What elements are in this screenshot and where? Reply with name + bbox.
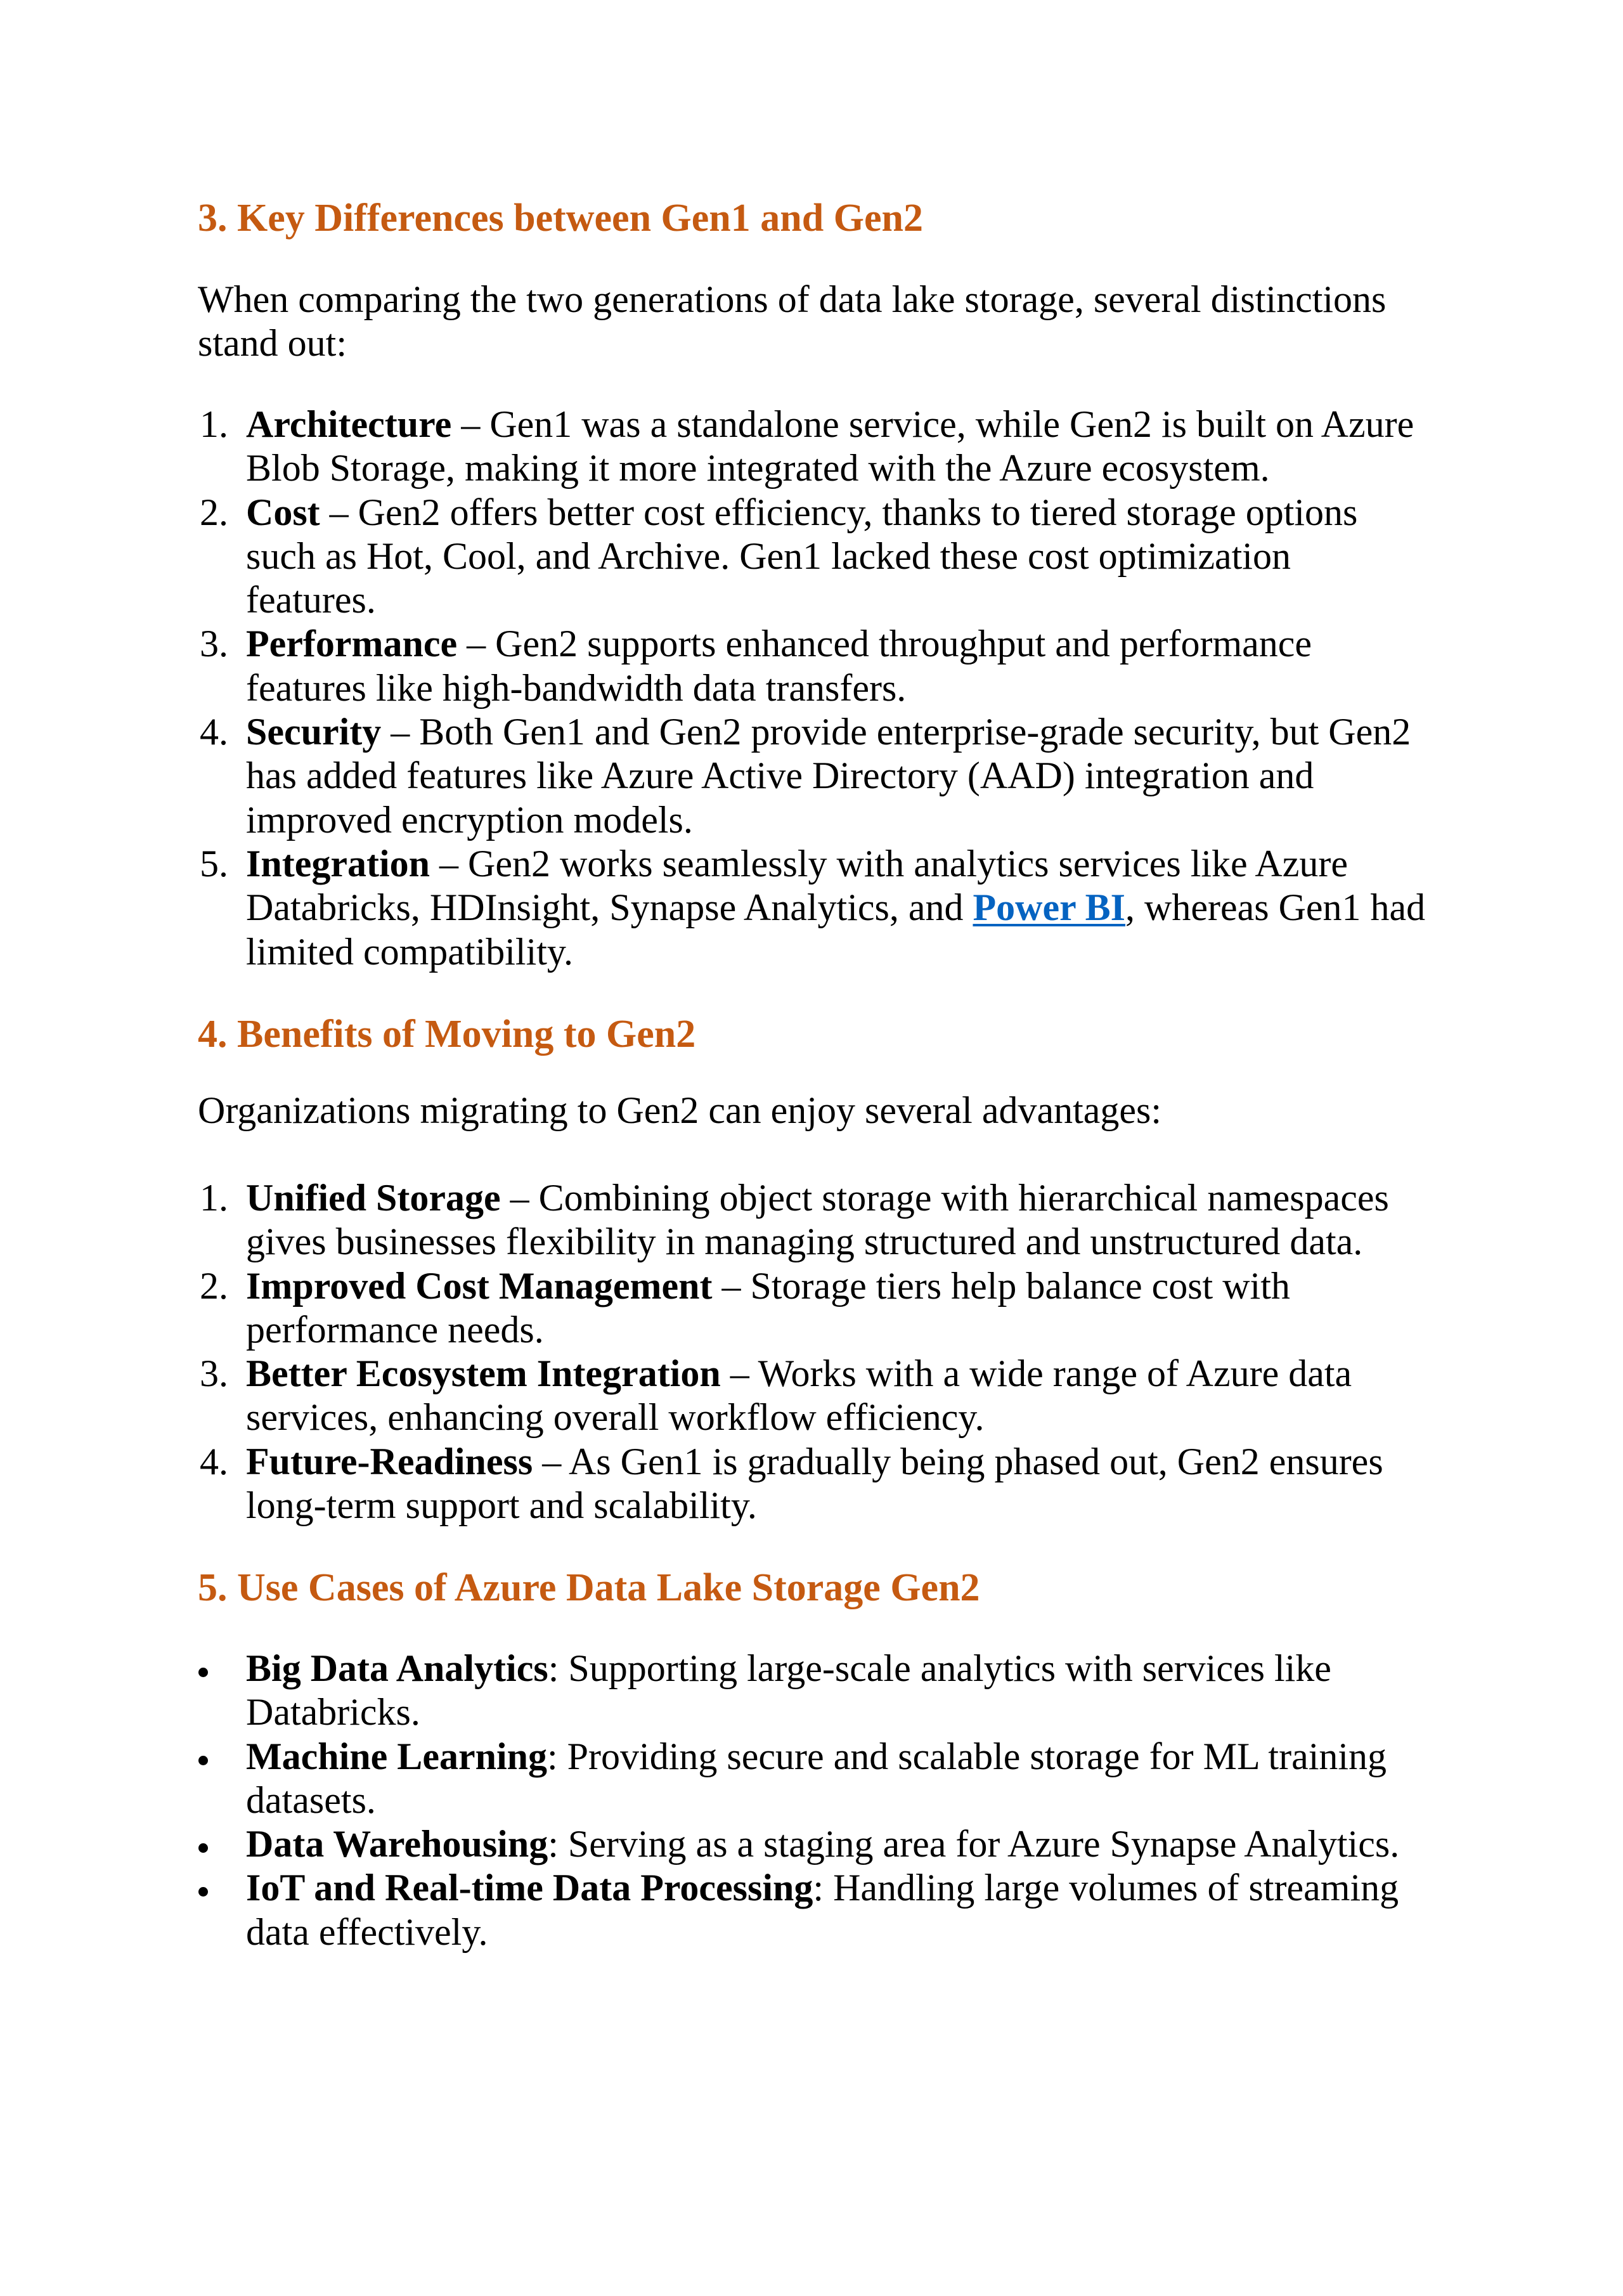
list-item-cost-management — [198, 1264, 1428, 1352]
list-item-data-warehousing — [198, 1822, 1428, 1866]
item-separator: : — [813, 1867, 834, 1909]
item-separator: – — [720, 1352, 758, 1395]
item-separator: – — [320, 491, 358, 533]
bullet-icon — [198, 1668, 208, 1677]
item-term: Architecture — [246, 403, 452, 445]
item-text: Supporting large-scale analytics with services like Databricks. — [246, 1647, 1331, 1734]
item-term: Data Warehousing — [246, 1823, 548, 1865]
list-item-unified-storage — [198, 1176, 1428, 1264]
item-text: Works with a wide range of Azure data services, enhancing overall workflow efficiency. — [246, 1352, 1352, 1439]
section-4-heading: 4. Benefits of Moving to Gen2 — [198, 1013, 696, 1056]
item-text: Handling large volumes of streaming data effectively. — [246, 1867, 1399, 1953]
list-number: 1. — [200, 403, 228, 445]
list-item-big-data-analytics — [198, 1647, 1428, 1735]
list-item-architecture — [198, 403, 1428, 491]
section-3-list — [198, 403, 1428, 974]
item-separator: – — [533, 1440, 569, 1482]
list-item-cost — [198, 491, 1428, 623]
list-number: 2. — [200, 1264, 228, 1307]
item-term: Future-Readiness — [246, 1440, 533, 1482]
item-text: Gen2 supports enhanced throughput and performance features like high-bandwidth data transfers. — [246, 623, 1312, 709]
item-term: IoT and Real-time Data Processing — [246, 1867, 813, 1909]
section-4-list — [198, 1176, 1428, 1527]
item-text-after-link: , whereas Gen1 had limited compatibility. — [246, 886, 1426, 973]
item-text: Serving as a staging area for Azure Synapse Analytics. — [567, 1823, 1400, 1865]
list-number: 5. — [200, 842, 228, 885]
item-text: Gen2 offers better cost efficiency, thanks to tiered storage options such as Hot, Cool, and Archive. Gen1 lacked these cost optimization features. — [246, 491, 1358, 621]
item-separator: : — [547, 1735, 567, 1777]
item-text: Storage tiers help balance cost with performance needs. — [246, 1264, 1290, 1351]
item-text: Providing secure and scalable storage for ML training datasets. — [246, 1735, 1387, 1821]
list-number: 3. — [200, 1352, 228, 1395]
list-number: 4. — [200, 1440, 228, 1482]
section-4-intro: Organizations migrating to Gen2 can enjoy several advantages: — [198, 1089, 1162, 1131]
list-item-future-readiness — [198, 1440, 1428, 1528]
item-term: Big Data Analytics — [246, 1647, 548, 1689]
bullet-icon — [198, 1756, 208, 1765]
list-item-security — [198, 710, 1428, 842]
list-item-ecosystem-integration — [198, 1352, 1428, 1440]
section-5-heading: 5. Use Cases of Azure Data Lake Storage Gen2 — [198, 1566, 980, 1609]
item-separator: : — [548, 1823, 568, 1865]
item-text: Combining object storage with hierarchical namespaces gives businesses flexibility in managing structured and unstructured data. — [246, 1177, 1389, 1263]
item-separator: – — [429, 842, 468, 885]
item-text: Both Gen1 and Gen2 provide enterprise-grade security, but Gen2 has added features like Azure Active Directory (AAD) integration and improved encryption models. — [246, 711, 1411, 841]
item-separator: – — [712, 1264, 751, 1307]
section-3-intro: When comparing the two generations of data lake storage, several distinctions stand out: — [198, 278, 1387, 365]
item-term: Security — [246, 711, 382, 753]
item-separator: : — [548, 1647, 569, 1689]
bullet-icon — [198, 1843, 208, 1853]
list-item-iot-realtime — [198, 1866, 1428, 1954]
item-term: Cost — [246, 491, 320, 533]
item-term: Unified Storage — [246, 1177, 501, 1219]
item-separator: – — [451, 403, 490, 445]
list-number: 2. — [200, 491, 228, 533]
item-text-before-link: Gen2 works seamlessly with analytics services like Azure Databricks, HDInsight, Synapse Analytics, and — [246, 842, 1348, 929]
item-text: As Gen1 is gradually being phased out, Gen2 ensures long-term support and scalability. — [246, 1440, 1383, 1527]
item-separator: – — [500, 1177, 539, 1219]
item-term: Integration — [246, 842, 430, 885]
power-bi-link[interactable]: Power BI — [973, 886, 1126, 929]
list-number: 4. — [200, 711, 228, 753]
list-item-machine-learning — [198, 1735, 1428, 1823]
list-number: 1. — [200, 1177, 228, 1219]
section-3-heading: 3. Key Differences between Gen1 and Gen2 — [198, 197, 923, 240]
list-number: 3. — [200, 623, 228, 665]
list-item-performance — [198, 622, 1428, 710]
list-item-integration — [198, 842, 1428, 974]
item-separator: – — [457, 623, 496, 665]
item-separator: – — [381, 711, 420, 753]
item-term: Improved Cost Management — [246, 1264, 713, 1307]
bullet-icon — [198, 1887, 208, 1897]
item-term: Better Ecosystem Integration — [246, 1352, 721, 1395]
section-5-list — [198, 1647, 1428, 1954]
item-text: Gen1 was a standalone service, while Gen2 is built on Azure Blob Storage, making it more integrated with the Azure ecosystem. — [246, 403, 1414, 490]
item-term: Machine Learning — [246, 1735, 547, 1777]
item-term: Performance — [246, 623, 458, 665]
